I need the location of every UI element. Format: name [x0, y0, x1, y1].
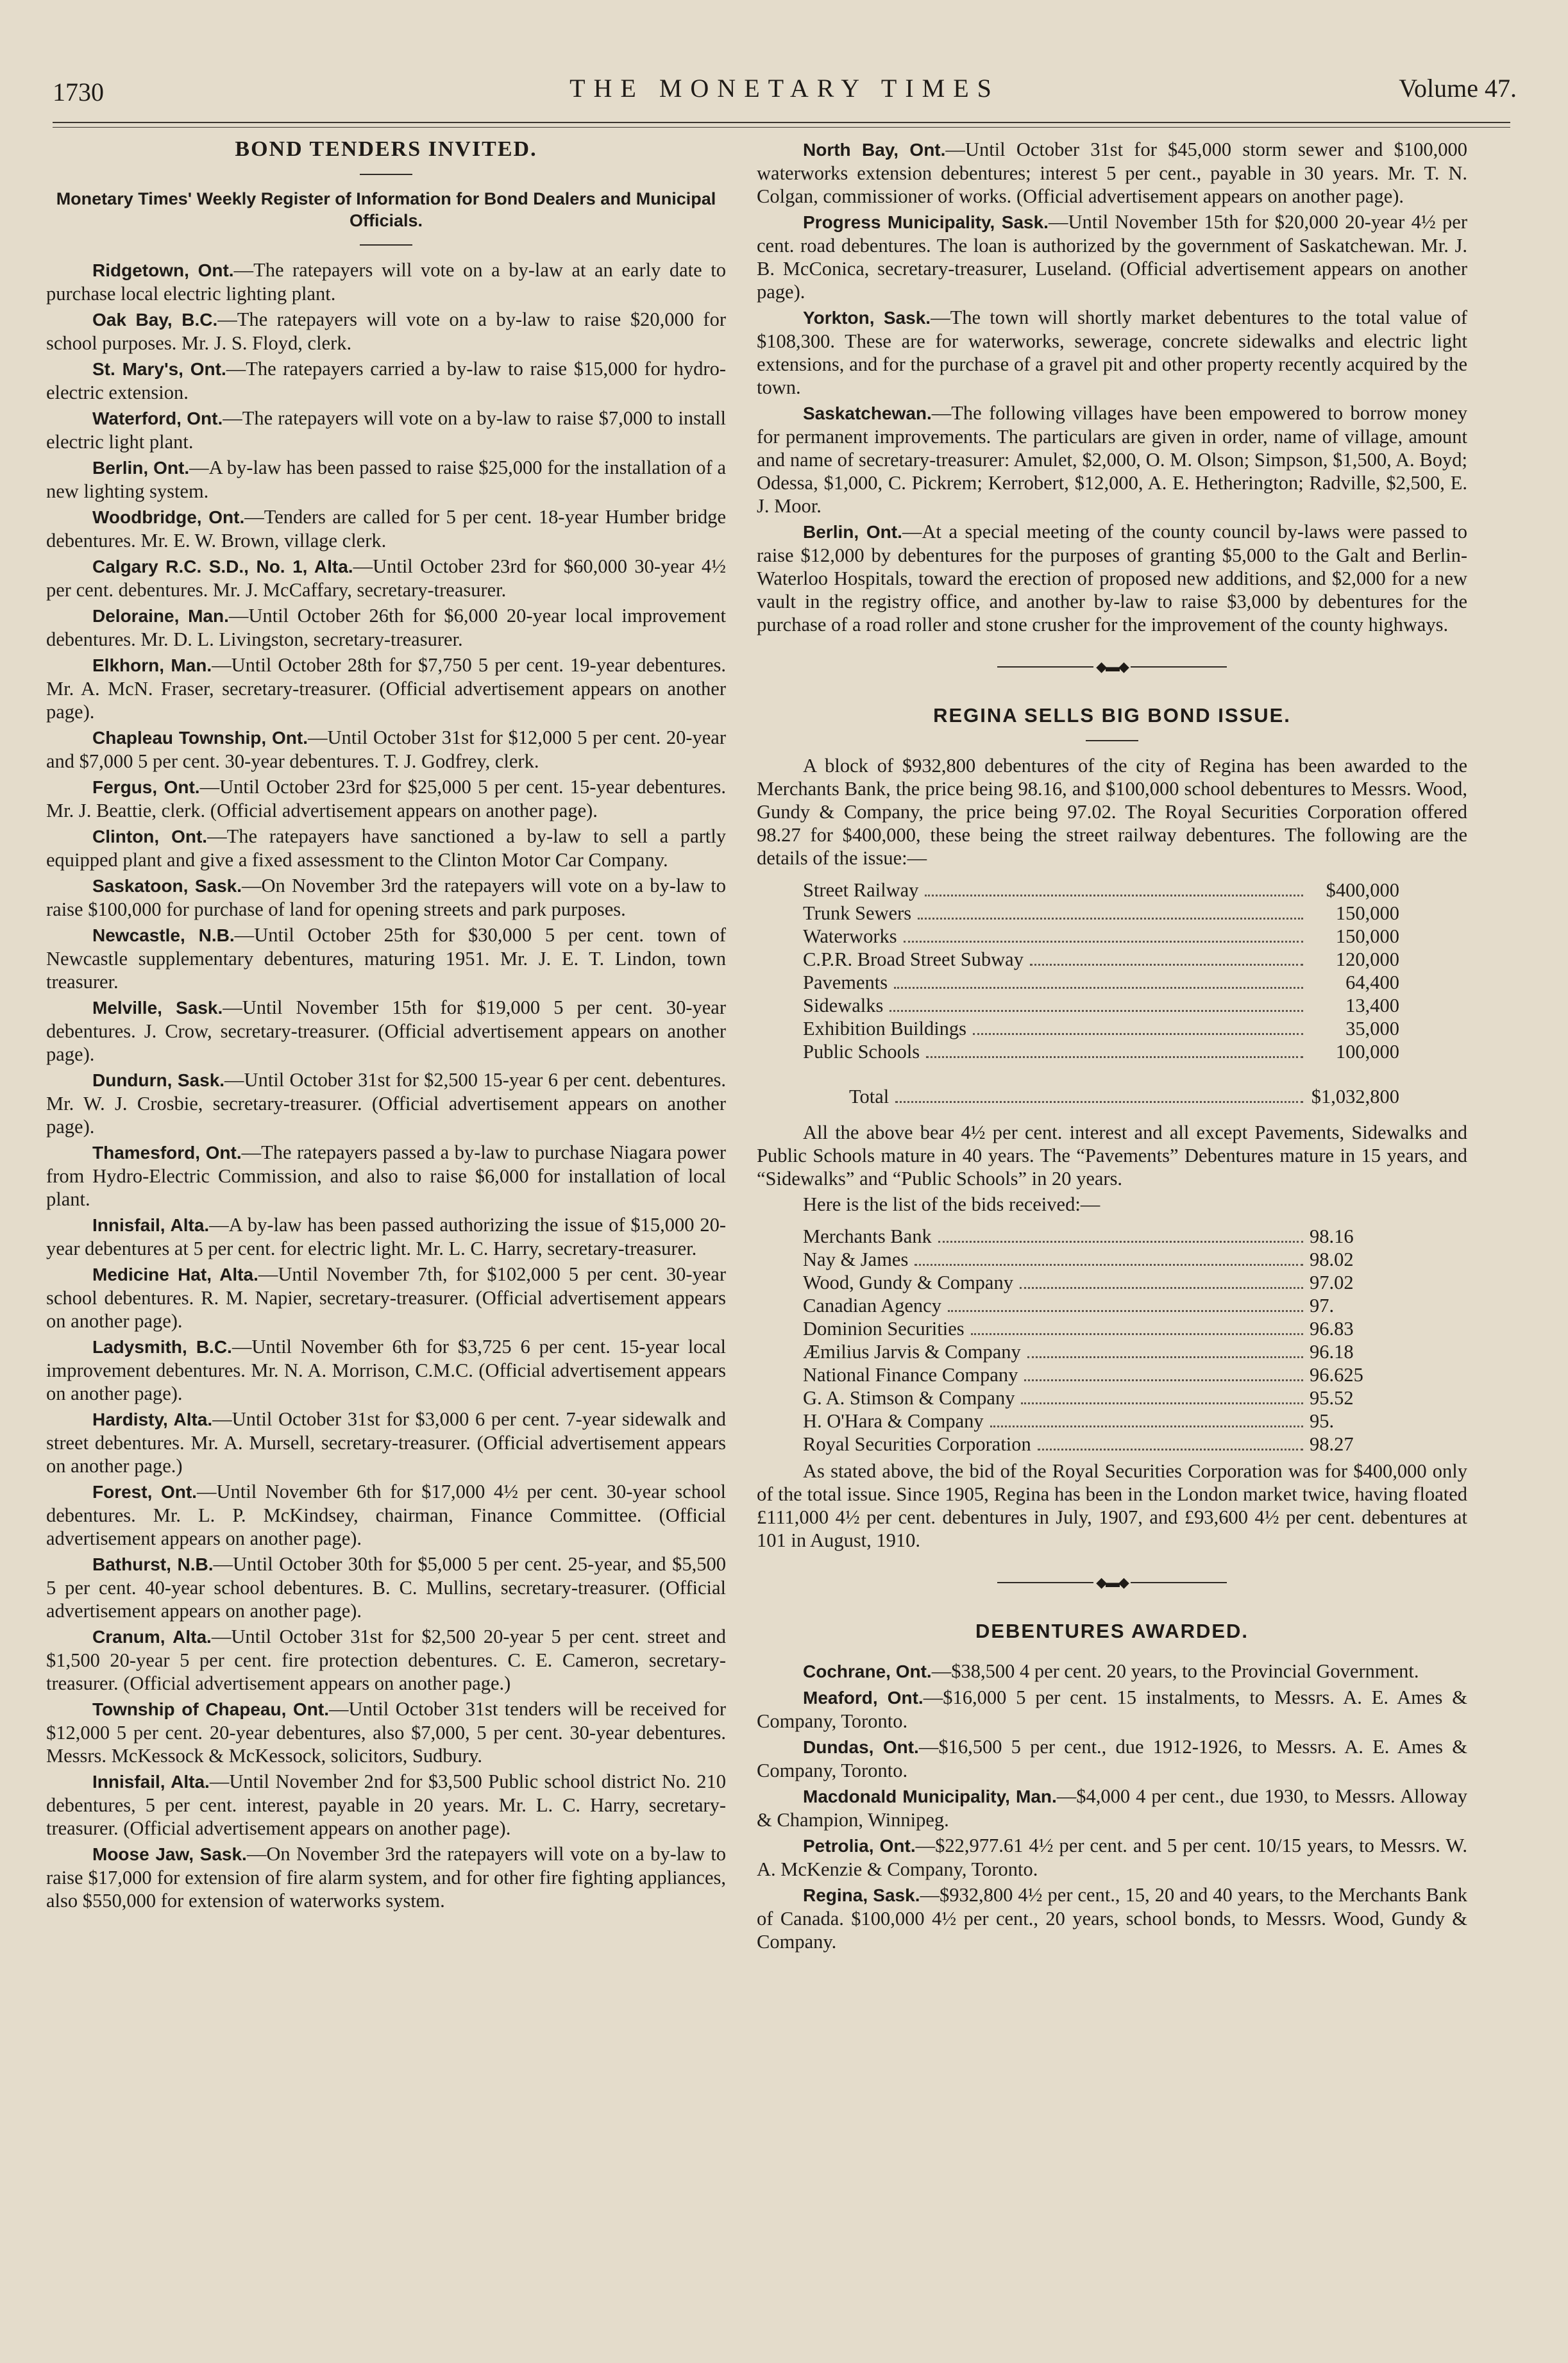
- list-item: [46, 407, 726, 453]
- list-item: [46, 308, 726, 355]
- row-value: 150,000: [1335, 902, 1399, 924]
- entry-text: —The ratepayers passed a by-law to purchase Niagara power from Hydro-Electric Commission, and also to raise $6,000 for installation of local plant.: [46, 1141, 726, 1210]
- entry-text: —Until October 23rd for $25,000 5 per cent. 15-year debentures. Mr. J. Beattie, clerk. (Official advertisement appears on another page).: [46, 776, 726, 821]
- bond-tender-list-continued: [757, 138, 1467, 636]
- row-value: 35,000: [1345, 1017, 1399, 1039]
- place-name: Cochrane, Ont.: [803, 1661, 932, 1681]
- table-row: [803, 1433, 1380, 1456]
- right-column: [757, 138, 1467, 1953]
- dot-leader: [1024, 1379, 1303, 1381]
- ornament-divider: ◆▬◆: [757, 1570, 1467, 1594]
- entry-text: —The ratepayers will vote on a by-law at an early date to purchase local electric lighting plant.: [46, 259, 726, 305]
- place-name: Melville, Sask.: [92, 998, 223, 1018]
- place-name: North Bay, Ont.: [803, 140, 946, 160]
- row-label: Dominion Securities: [803, 1317, 965, 1340]
- table-row: [803, 1225, 1380, 1248]
- list-item: [46, 1068, 726, 1138]
- page-number: 1730: [53, 78, 104, 106]
- row-label: Street Railway: [803, 879, 919, 901]
- row-value: 95.: [1310, 1409, 1335, 1432]
- entry-text: —The following villages have been empowered to borrow money for permanent improvements. The particulars are given in order, name of village, amount and name of secretary-treasurer: Amulet, $2,000, O. M. Olson; Simpson, $1,500, A. Boyd; Odessa, $1,000, C. Pickrem; Kerrobert, $12,000, A. E. Hetherington; Radville, $2,500, E. J. Moor.: [757, 402, 1467, 517]
- issue-total: [803, 1085, 1399, 1108]
- list-item: [46, 775, 726, 822]
- regina-intro: A block of $932,800 debentures of the city of Regina has been awarded to the Merchants Bank, the price being 98.16, and $100,000 school debentures to Messrs. Wood, Gundy & Company, the price being 97.02. The Royal Securities Corporation offered 98.27 for $400,000, these being the street railway debentures. The following are the details of the issue:—: [757, 754, 1467, 869]
- dot-leader: [1030, 964, 1303, 966]
- row-label: Pavements: [803, 971, 888, 993]
- entry-text: —Until November 6th for $17,000 4½ per cent. 30-year school debentures. Mr. L. P. McKindsey, chairman, Finance Committee. (Official advertisement appears on another page).: [46, 1481, 726, 1549]
- place-name: Woodbridge, Ont.: [92, 507, 245, 527]
- row-label: Canadian Agency: [803, 1294, 941, 1316]
- dot-leader: [1027, 1356, 1303, 1358]
- place-name: Waterford, Ont.: [92, 408, 223, 428]
- place-name: Berlin, Ont.: [803, 522, 902, 542]
- row-value: 96.625: [1310, 1363, 1363, 1386]
- entry-text: —On November 3rd the ratepayers will vote on a by-law to raise $17,000 for extension of fire alarm system, and for other fire fighting appliances, also $550,000 for extension of waterworks system.: [46, 1843, 726, 1912]
- row-value: 97.02: [1310, 1271, 1354, 1293]
- list-item: [757, 1834, 1467, 1881]
- table-row: [803, 994, 1399, 1017]
- table-row: [803, 1294, 1380, 1317]
- place-name: Ridgetown, Ont.: [92, 260, 234, 280]
- place-name: Deloraine, Man.: [92, 606, 229, 626]
- place-name: Dundas, Ont.: [803, 1737, 919, 1757]
- section-subtitle: Monetary Times' Weekly Register of Information for Bond Dealers and Municipal Officials.: [56, 189, 716, 230]
- regina-closing: As stated above, the bid of the Royal Securities Corporation was for $400,000 only of the total issue. Since 1905, Regina has been in the London market twice, having floated £111,000 4½ per cent. debentures in July, 1907, and £93,600 4½ per cent. debentures at 101 in August, 1910.: [757, 1459, 1467, 1551]
- bond-tender-list: [46, 258, 726, 1912]
- dot-leader: [1038, 1449, 1303, 1451]
- row-value: 98.02: [1310, 1248, 1354, 1270]
- dot-leader: [938, 1241, 1303, 1243]
- table-row: [803, 879, 1399, 902]
- row-label: Æmilius Jarvis & Company: [803, 1340, 1021, 1363]
- entry-text: —Until October 28th for $7,750 5 per cent. 19-year debentures. Mr. A. McN. Fraser, secretary-treasurer. (Official advertisement appears on another page).: [46, 654, 726, 723]
- place-name: Township of Chapeau, Ont.: [92, 1699, 329, 1719]
- entry-text: —Until October 30th for $5,000 5 per cent. 25-year, and $5,500 5 per cent. 40-year school debentures. B. C. Mullins, secretary-treasurer. (Official advertisement appears on another page).: [46, 1553, 726, 1622]
- list-item: [46, 555, 726, 601]
- list-item: [46, 923, 726, 993]
- issue-details-table: [803, 879, 1399, 1063]
- list-item: [46, 1141, 726, 1211]
- table-row: [803, 1340, 1380, 1363]
- entry-text: —A by-law has been passed to raise $25,000 for the installation of a new lighting system.: [46, 457, 727, 502]
- row-value: 97.: [1310, 1294, 1335, 1316]
- section-title-regina: REGINA SELLS BIG BOND ISSUE.: [933, 703, 1291, 727]
- row-label: H. O'Hara & Company: [803, 1409, 984, 1432]
- place-name: Ladysmith, B.C.: [92, 1337, 232, 1357]
- publication-title: THE MONETARY TIMES: [569, 74, 1000, 103]
- table-row: [803, 1363, 1380, 1386]
- entry-text: —$932,800 4½ per cent., 15, 20 and 40 years, to the Merchants Bank of Canada. $100,000 4½ per cent., 20 years, school bonds, to Messrs. Wood, Gundy & Company.: [757, 1883, 1467, 1953]
- list-item: [757, 306, 1467, 399]
- place-name: Fergus, Ont.: [92, 777, 200, 797]
- row-value: 150,000: [1335, 925, 1399, 947]
- row-label: Royal Securities Corporation: [803, 1433, 1031, 1455]
- place-name: Cranum, Alta.: [92, 1627, 212, 1647]
- row-value: 64,400: [1345, 971, 1399, 993]
- place-name: Saskatoon, Sask.: [92, 876, 242, 896]
- place-name: Meaford, Ont.: [803, 1687, 923, 1708]
- row-value: 96.83: [1310, 1317, 1354, 1340]
- entry-text: —$4,000 4 per cent., due 1930, to Messrs. Alloway & Champion, Winnipeg.: [757, 1785, 1467, 1831]
- list-item: [757, 138, 1467, 208]
- list-item: [46, 653, 726, 723]
- row-value: 98.27: [1310, 1433, 1354, 1455]
- list-item: [46, 825, 726, 871]
- dot-leader: [1021, 1402, 1303, 1404]
- row-value: 120,000: [1335, 948, 1399, 970]
- section-title-bond-tenders: BOND TENDERS INVITED.: [235, 137, 537, 161]
- row-label: Trunk Sewers: [803, 902, 912, 924]
- dot-leader: [904, 941, 1303, 943]
- place-name: Chapleau Township, Ont.: [92, 728, 308, 748]
- header-rule: [53, 122, 1510, 128]
- row-label: Exhibition Buildings: [803, 1017, 967, 1039]
- dot-leader: [918, 918, 1303, 920]
- dot-leader: [971, 1333, 1303, 1335]
- entry-text: —Until October 31st for $2,500 15-year 6 per cent. debentures. Mr. W. J. Crosbie, secretary-treasurer. (Official advertisement appears on another page).: [46, 1069, 726, 1138]
- list-item: [757, 401, 1467, 517]
- row-label: C.P.R. Broad Street Subway: [803, 948, 1024, 970]
- maturity-paragraph: All the above bear 4½ per cent. interest and all except Pavements, Sidewalks and Public Schools mature in 40 years. The “Pavements” Debentures mature in 15 years, and “Sidewalks” and “Public Schools” in 20 years.: [757, 1121, 1467, 1190]
- table-row: [803, 1040, 1399, 1063]
- list-item: [46, 1552, 726, 1622]
- table-row: [803, 902, 1399, 925]
- list-item: [46, 604, 726, 651]
- entry-text: —On November 3rd the ratepayers will vote on a by-law to raise $100,000 for purchase of land for opening streets and park purposes.: [46, 875, 726, 920]
- row-label: Sidewalks: [803, 994, 884, 1016]
- entry-text: —$22,977.61 4½ per cent. and 5 per cent. 10/15 years, to Messrs. W. A. McKenzie & Company, Toronto.: [757, 1834, 1467, 1880]
- row-label: Wood, Gundy & Company: [803, 1271, 1013, 1293]
- divider: [360, 244, 412, 246]
- row-value: $400,000: [1326, 879, 1399, 901]
- table-row: [803, 1409, 1380, 1433]
- dot-leader: [990, 1425, 1303, 1427]
- page-header: [53, 59, 1517, 110]
- list-item: [46, 1770, 726, 1840]
- entry-text: —Until October 23rd for $60,000 30-year 4½ per cent. debentures. Mr. J. McCaffary, secretary-treasurer.: [46, 555, 726, 601]
- entry-text: —Tenders are called for 5 per cent. 18-year Humber bridge debentures. Mr. E. W. Brown, village clerk.: [46, 506, 726, 551]
- row-value: 100,000: [1335, 1040, 1399, 1063]
- list-item: [46, 1263, 726, 1333]
- total-value: $1,032,800: [1311, 1085, 1399, 1107]
- list-item: [46, 1335, 726, 1405]
- list-item: [757, 1883, 1467, 1953]
- table-row: [803, 1248, 1380, 1271]
- bids-table: [803, 1225, 1380, 1456]
- bids-intro: Here is the list of the bids received:—: [803, 1193, 1100, 1215]
- entry-text: —Until November 15th for $19,000 5 per cent. 30-year debentures. J. Crow, secretary-treasurer. (Official advertisement appears on another page).: [46, 996, 726, 1065]
- place-name: Oak Bay, B.C.: [92, 310, 218, 330]
- list-item: [46, 357, 726, 404]
- place-name: Saskatchewan.: [803, 403, 932, 423]
- place-name: Clinton, Ont.: [92, 827, 208, 846]
- place-name: Yorkton, Sask.: [803, 308, 931, 328]
- ornament-divider: ◆▬◆: [757, 654, 1467, 678]
- list-item: [46, 258, 726, 305]
- place-name: Innisfail, Alta.: [92, 1215, 210, 1235]
- entry-text: —The ratepayers carried a by-law to raise $15,000 for hydro-electric extension.: [46, 358, 726, 403]
- entry-text: —A by-law has been passed authorizing the issue of $15,000 20-year debentures at 5 per cent. for electric light. Mr. L. C. Harry, secretary-treasurer.: [46, 1214, 726, 1259]
- dot-leader: [948, 1310, 1303, 1312]
- list-item: [46, 1480, 726, 1550]
- place-name: Thamesford, Ont.: [92, 1143, 242, 1163]
- entry-text: —$16,000 5 per cent. 15 instalments, to Messrs. A. E. Ames & Company, Toronto.: [757, 1686, 1467, 1732]
- row-label: G. A. Stimson & Company: [803, 1386, 1015, 1409]
- place-name: Newcastle, N.B.: [92, 925, 235, 945]
- place-name: Elkhorn, Man.: [92, 655, 212, 675]
- row-label: National Finance Company: [803, 1363, 1018, 1386]
- list-item: [46, 456, 726, 503]
- place-name: Dundurn, Sask.: [92, 1070, 225, 1090]
- place-name: Medicine Hat, Alta.: [92, 1265, 258, 1284]
- table-row: [803, 925, 1399, 948]
- entry-text: —The ratepayers will vote on a by-law to raise $20,000 for school purposes. Mr. J. S. Floyd, clerk.: [46, 308, 726, 354]
- list-item: [46, 1625, 726, 1695]
- place-name: St. Mary's, Ont.: [92, 359, 226, 379]
- table-row: [803, 948, 1399, 971]
- volume-label: Volume 47.: [1399, 74, 1517, 103]
- dot-leader: [915, 1264, 1303, 1266]
- dot-leader: [925, 895, 1303, 896]
- list-item: [757, 1785, 1467, 1831]
- place-name: Regina, Sask.: [803, 1885, 920, 1905]
- list-item: [46, 1842, 726, 1912]
- list-item: [757, 1686, 1467, 1733]
- row-label: Nay & James: [803, 1248, 909, 1270]
- entry-text: —Until October 31st for $45,000 storm sewer and $100,000 waterworks extension debentures; interest 5 per cent., payable in 30 years. Mr. T. N. Colgan, commissioner of works. (Official advertisement appears on another page).: [757, 139, 1467, 207]
- row-value: 98.16: [1310, 1225, 1354, 1247]
- row-label: Merchants Bank: [803, 1225, 932, 1247]
- place-name: Moose Jaw, Sask.: [92, 1844, 247, 1864]
- divider: [360, 174, 412, 175]
- dot-leader: [1020, 1287, 1303, 1289]
- dot-leader: [894, 987, 1303, 989]
- entry-text: —Until October 31st for $3,000 6 per cent. 7-year sidewalk and street debentures. Mr. A. Mursell, secretary-treasurer. (Official advertisement appears on another page.): [46, 1408, 726, 1477]
- list-item: [46, 505, 726, 552]
- entry-text: —Until November 7th, for $102,000 5 per cent. 30-year school debentures. R. M. Napier, secretary-treasurer. (Official advertisement appears on another page).: [46, 1263, 726, 1332]
- list-item: [757, 210, 1467, 303]
- entry-text: —The ratepayers will vote on a by-law to raise $7,000 to install electric light plant.: [46, 407, 726, 453]
- place-name: Petrolia, Ont.: [803, 1835, 916, 1856]
- divider: [1086, 740, 1138, 741]
- list-item: [46, 874, 726, 921]
- list-item: [46, 1408, 726, 1477]
- table-row: [803, 1386, 1380, 1409]
- place-name: Macdonald Municipality, Man.: [803, 1786, 1057, 1806]
- entry-text: —Until October 26th for $6,000 20-year local improvement debentures. Mr. D. L. Livingston, secretary-treasurer.: [46, 605, 726, 650]
- dot-leader: [973, 1033, 1303, 1035]
- list-item: [46, 1213, 726, 1260]
- entry-text: —Until November 15th for $20,000 20-year 4½ per cent. road debentures. The loan is authorized by the government of Saskatchewan. Mr. J. B. McConica, secretary-treasurer, Luseland. (Official advertisement appears on another page).: [757, 211, 1467, 303]
- dot-leader: [926, 1056, 1303, 1058]
- entry-text: —Until October 31st for $12,000 5 per cent. 20-year and $7,000 5 per cent. 30-year debentures. T. J. Godfrey, clerk.: [46, 727, 727, 772]
- list-item: [757, 1735, 1467, 1782]
- list-item: [46, 996, 726, 1066]
- entry-text: —At a special meeting of the county council by-laws were passed to raise $12,000 by debentures for the purposes of granting $5,000 to the Galt and Berlin-Waterloo Hospitals, toward the erection of proposed new additions, and $2,000 for a new vault in the registry office, and another by-law to raise $3,000 by debentures for the purchase of a road roller and stone crusher for the improvement of the county highways.: [757, 521, 1467, 635]
- row-label: Public Schools: [803, 1040, 920, 1063]
- place-name: Calgary R.C. S.D., No. 1, Alta.: [92, 557, 353, 576]
- table-row: [803, 1317, 1380, 1340]
- left-column: [46, 138, 726, 1912]
- row-value: 13,400: [1345, 994, 1399, 1016]
- entry-text: —$16,500 5 per cent., due 1912-1926, to Messrs. A. E. Ames & Company, Toronto.: [757, 1735, 1467, 1781]
- list-item: [46, 1697, 726, 1767]
- list-item: [757, 1660, 1467, 1683]
- total-row: [803, 1085, 1399, 1108]
- entry-text: —Until October 25th for $30,000 5 per cent. town of Newcastle supplementary debentures, maturing 1951. Mr. J. E. T. Lindon, town treasurer.: [46, 924, 726, 993]
- entry-text: —The town will shortly market debentures to the total value of $108,300. These are for waterworks, sewerage, concrete sidewalks and electric light extensions, and for the purchase of a gravel pit and other property recently acquired by the town.: [757, 307, 1468, 398]
- dot-leader: [889, 1010, 1303, 1012]
- place-name: Progress Municipality, Sask.: [803, 212, 1049, 232]
- table-row: [803, 1271, 1380, 1294]
- row-value: 96.18: [1310, 1340, 1354, 1363]
- entry-text: —Until October 31st tenders will be received for $12,000 5 per cent. 20-year debentures, also $7,000, 5 per cent. 30-year debentures. Messrs. McKessock & McKessock, solicitors, Sudbury.: [46, 1698, 726, 1767]
- list-item: [46, 726, 726, 773]
- place-name: Hardisty, Alta.: [92, 1409, 213, 1429]
- place-name: Bathurst, N.B.: [92, 1554, 214, 1574]
- entry-text: —Until November 2nd for $3,500 Public school district No. 210 debentures, 5 per cent. interest, payable in 20 years. Mr. L. C. Harry, secretary-treasurer. (Official advertisement appears on another page).: [46, 1770, 726, 1839]
- list-item: [757, 520, 1467, 636]
- entry-text: —Until November 6th for $3,725 6 per cent. 15-year local improvement debentures. Mr. N. A. Morrison, C.M.C. (Official advertisement appears on another page).: [46, 1336, 726, 1404]
- row-label: Waterworks: [803, 925, 897, 947]
- row-value: 95.52: [1310, 1386, 1354, 1409]
- table-row: [803, 971, 1399, 994]
- total-label: Total: [849, 1085, 889, 1107]
- section-title-awarded: DEBENTURES AWARDED.: [975, 1619, 1249, 1642]
- debentures-awarded-list: [757, 1660, 1467, 1953]
- table-row: [803, 1017, 1399, 1040]
- entry-text: —The ratepayers have sanctioned a by-law to sell a partly equipped plant and give a fixed assessment to the Clinton Motor Car Company.: [46, 825, 726, 871]
- place-name: Innisfail, Alta.: [92, 1772, 210, 1792]
- place-name: Forest, Ont.: [92, 1482, 197, 1502]
- place-name: Berlin, Ont.: [92, 458, 190, 478]
- entry-text: —$38,500 4 per cent. 20 years, to the Provincial Government.: [931, 1660, 1419, 1682]
- entry-text: —Until October 31st for $2,500 20-year 5 per cent. street and $1,500 20-year 5 per cent. fire protection debentures. C. E. Cameron, secretary-treasurer. (Official advertisement appears on another page.): [46, 1626, 726, 1694]
